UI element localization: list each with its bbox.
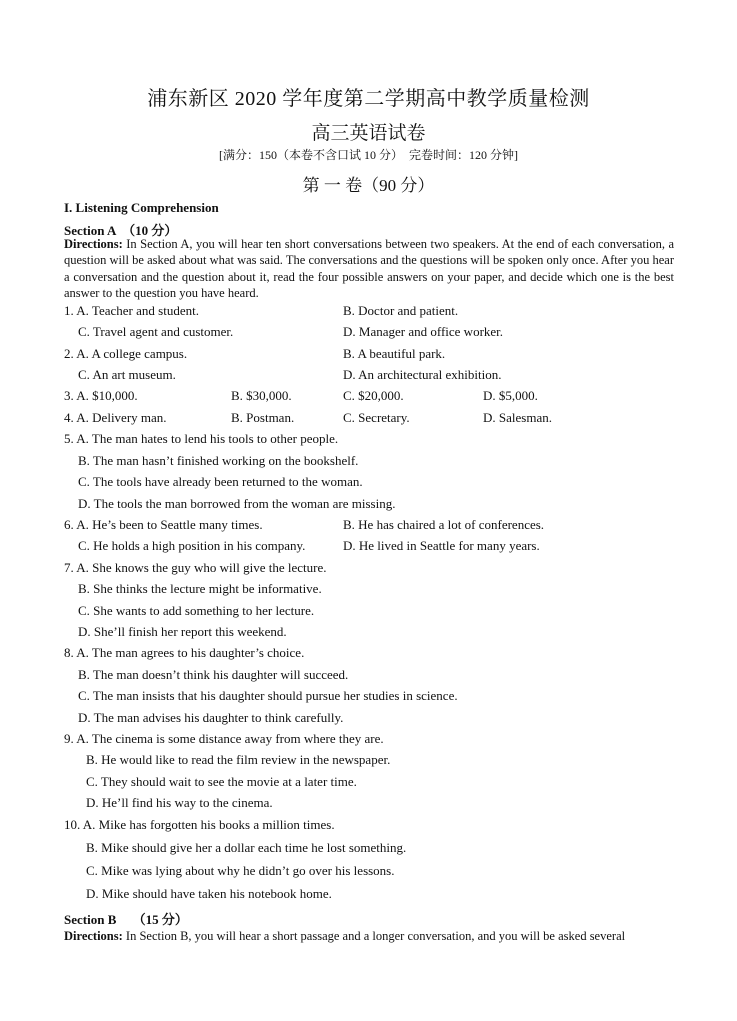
- q10-option-a: 10. A. Mike has forgotten his books a million times.: [64, 817, 335, 832]
- q3-option-b: B. $30,000.: [231, 388, 292, 403]
- q1-option-d: D. Manager and office worker.: [343, 324, 504, 339]
- section-b-directions-label: Directions:: [64, 929, 123, 943]
- q8-option-a: 8. A. The man agrees to his daughter’s choice.: [64, 645, 305, 660]
- q3-option-d: D. $5,000.: [483, 388, 538, 403]
- q10-option-d: D. Mike should have taken his notebook home.: [86, 886, 332, 901]
- q2-option-a: 2. A. A college campus.: [64, 346, 188, 361]
- part-heading: I. Listening Comprehension: [64, 200, 219, 215]
- q1-option-c: C. Travel agent and customer.: [78, 324, 234, 339]
- exam-title: 浦东新区 2020 学年度第二学期高中教学质量检测: [147, 88, 590, 110]
- q5-option-c: C. The tools have already been returned to the woman.: [78, 474, 363, 489]
- q5-option-b: B. The man hasn’t finished working on the bookshelf.: [78, 453, 359, 468]
- q6-option-b: B. He has chaired a lot of conferences.: [343, 517, 545, 532]
- q5-option-d: D. The tools the man borrowed from the woman are missing.: [78, 496, 396, 511]
- q9-option-b: B. He would like to read the film review in the newspaper.: [86, 752, 391, 767]
- q7-option-b: B. She thinks the lecture might be informative.: [78, 581, 322, 596]
- q6-option-d: D. He lived in Seattle for many years.: [343, 538, 540, 553]
- q8-option-d: D. The man advises his daughter to think carefully.: [78, 710, 344, 725]
- section-b-directions-text: In Section B, you will hear a short passage and a longer conversation, and you will be asked several: [122, 929, 626, 943]
- q9-option-a: 9. A. The cinema is some distance away from where they are.: [64, 731, 384, 746]
- section-a-directions: [64, 236, 674, 301]
- directions-label: Directions:: [64, 237, 123, 251]
- section-b-directions: [64, 929, 625, 944]
- q1-option-a: 1. A. Teacher and student.: [64, 303, 199, 318]
- q3-option-a: 3. A. $10,000.: [64, 388, 138, 403]
- q7-option-d: D. She’ll finish her report this weekend.: [78, 624, 287, 639]
- section-a-heading: Section A （10 分）: [64, 223, 178, 238]
- q6-option-a: 6. A. He’s been to Seattle many times.: [64, 517, 263, 532]
- q9-option-d: D. He’ll find his way to the cinema.: [86, 795, 273, 810]
- q4-option-d: D. Salesman.: [483, 410, 552, 425]
- q2-option-b: B. A beautiful park.: [343, 346, 446, 361]
- exam-subtitle: 高三英语试卷: [311, 123, 426, 144]
- q7-option-a: 7. A. She knows the guy who will give the lecture.: [64, 560, 327, 575]
- section-b-heading: Section B （15 分）: [64, 912, 188, 927]
- q10-option-b: B. Mike should give her a dollar each time he lost something.: [86, 840, 407, 855]
- directions-text: In Section A, you will hear ten short conversations between two speakers. At the end of each conversation, a question will be asked about what was said. The conversations and the questions will be spoken only once. After you hear a conversation and the question about it, read the four possible answers on your paper, and decide which one is the best answer to the question you have heard.: [64, 237, 674, 300]
- q10-option-c: C. Mike was lying about why he didn’t go over his lessons.: [86, 863, 395, 878]
- q6-option-c: C. He holds a high position in his company.: [78, 538, 306, 553]
- q4-option-c: C. Secretary.: [343, 410, 410, 425]
- q2-option-c: C. An art museum.: [78, 367, 176, 382]
- q8-option-b: B. The man doesn’t think his daughter will succeed.: [78, 667, 349, 682]
- q9-option-c: C. They should wait to see the movie at a later time.: [86, 774, 357, 789]
- q3-option-c: C. $20,000.: [343, 388, 404, 403]
- exam-meta: [满分：150（本卷不含口试 10 分） 完卷时间：120 分钟]: [219, 148, 518, 162]
- q7-option-c: C. She wants to add something to her lecture.: [78, 603, 315, 618]
- volume-heading: 第 一 卷（90 分）: [302, 176, 435, 195]
- q4-option-a: 4. A. Delivery man.: [64, 410, 167, 425]
- q8-option-c: C. The man insists that his daughter should pursue her studies in science.: [78, 688, 458, 703]
- q1-option-b: B. Doctor and patient.: [343, 303, 459, 318]
- q5-option-a: 5. A. The man hates to lend his tools to other people.: [64, 431, 339, 446]
- q4-option-b: B. Postman.: [231, 410, 295, 425]
- q2-option-d: D. An architectural exhibition.: [343, 367, 502, 382]
